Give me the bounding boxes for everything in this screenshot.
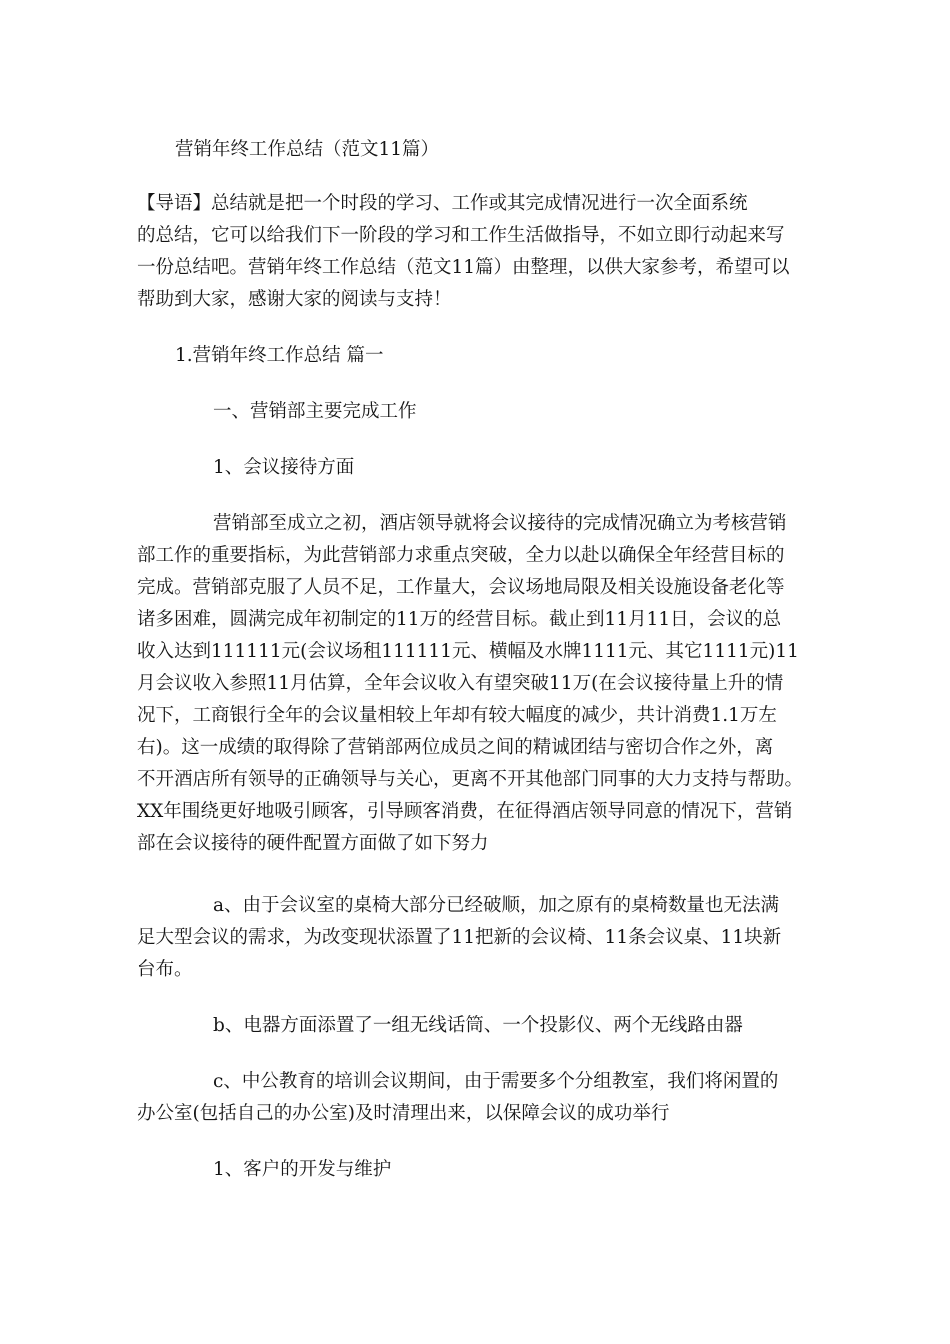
body-line: 月会议收入参照11月估算，全年会议收入有望突破11万(在会议接待量上升的情 (137, 673, 784, 694)
item-c-line: c、中公教育的培训会议期间，由于需要多个分组教室，我们将闲置的 (213, 1071, 779, 1092)
section-heading: 1.营销年终工作总结 篇一 (175, 345, 384, 366)
body-line: 部工作的重要指标，为此营销部力求重点突破，全力以赴以确保全年经营目标的 (137, 545, 785, 566)
item-c-line: 办公室(包括自己的办公室)及时清理出来，以保障会议的成功举行 (137, 1103, 670, 1124)
item-b-paragraph: b、电器方面添置了一组无线话筒、一个投影仪、两个无线路由器 (213, 1015, 743, 1036)
item-a-line: a、由于会议室的桌椅大部分已经破顺，加之原有的桌椅数量也无法满 (213, 895, 780, 916)
body-line: 右)。这一成绩的取得除了营销部两位成员之间的精诚团结与密切合作之外，离 (137, 737, 774, 758)
intro-line: 的总结，它可以给我们下一阶段的学习和工作生活做指导，不如立即行动起来写 (137, 225, 785, 246)
subheading-customer-development: 1、客户的开发与维护 (213, 1159, 392, 1180)
item-c-paragraph (137, 1066, 837, 1130)
body-paragraph (137, 508, 837, 860)
body-line: 诸多困难，圆满完成年初制定的11万的经营目标。截止到11月11日，会议的总 (137, 609, 782, 630)
item-a-paragraph (137, 890, 837, 986)
body-line: 收入达到111111元(会议场租111111元、横幅及水牌1111元、其它1111元)11 (137, 641, 799, 662)
intro-paragraph (137, 188, 837, 316)
item-a-line: 台布。 (137, 959, 193, 980)
subheading-meeting-reception: 1、会议接待方面 (213, 457, 355, 478)
body-line: 不开酒店所有领导的正确领导与关心，更离不开其他部门同事的大力支持与帮助。 (137, 769, 804, 790)
body-line: 部在会议接待的硬件配置方面做了如下努力 (137, 833, 489, 854)
intro-line: 帮助到大家，感谢大家的阅读与支持！ (137, 289, 452, 310)
body-line: 况下，工商银行全年的会议量相较上年却有较大幅度的减少，共计消费1.1万左 (137, 705, 777, 726)
body-line: 营销部至成立之初，酒店领导就将会议接待的完成情况确立为考核营销 (213, 513, 787, 534)
item-a-line: 足大型会议的需求，为改变现状添置了11把新的会议椅、11条会议桌、11块新 (137, 927, 782, 948)
body-line: XX年围绕更好地吸引顾客，引导顾客消费，在征得酒店领导同意的情况下，营销 (137, 801, 793, 822)
subheading-main-work: 一、营销部主要完成工作 (213, 401, 417, 422)
body-line: 完成。营销部克服了人员不足，工作量大，会议场地局限及相关设施设备老化等 (137, 577, 785, 598)
intro-line: 【导语】总结就是把一个时段的学习、工作或其完成情况进行一次全面系统 (137, 193, 748, 214)
intro-line: 一份总结吧。营销年终工作总结（范文11篇）由整理，以供大家参考，希望可以 (137, 257, 790, 278)
document-title: 营销年终工作总结（范文11篇） (175, 139, 440, 160)
